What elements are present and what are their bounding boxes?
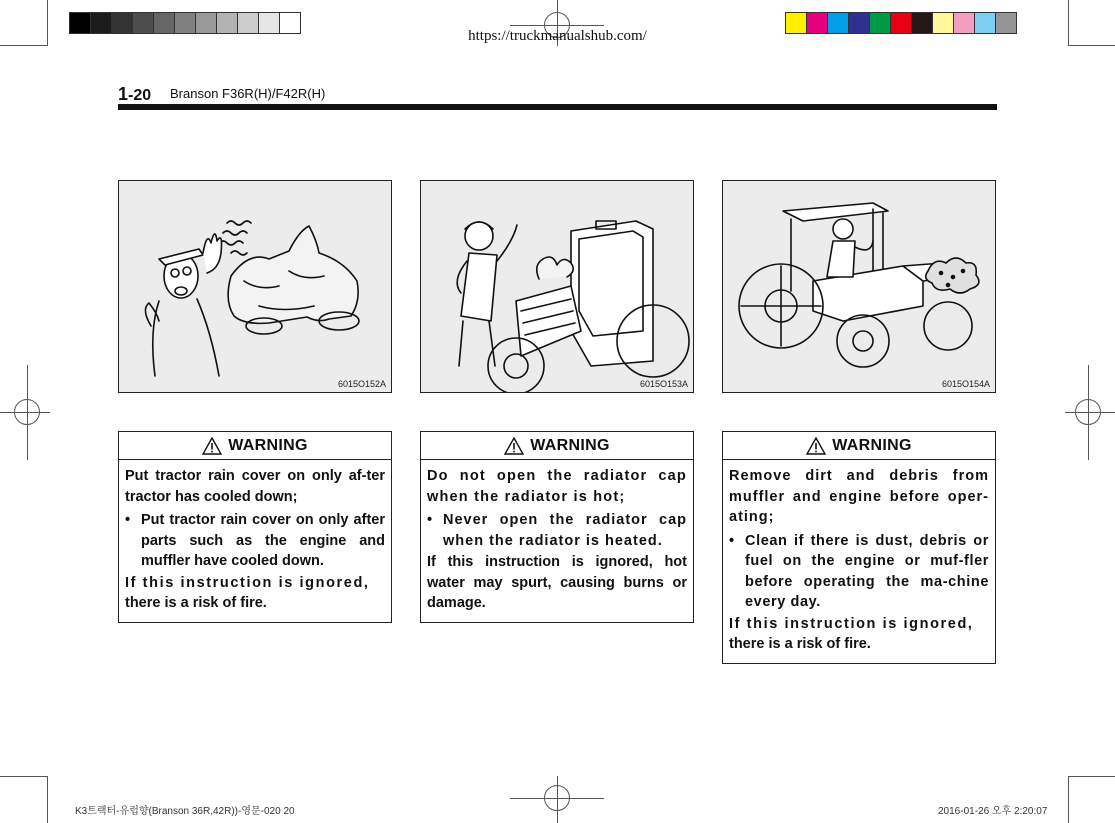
warning-header <box>119 432 391 460</box>
figure-code: 6015O152A <box>337 379 386 389</box>
crop-mark <box>1068 45 1115 46</box>
warning-outro: If this instruction is ignored, <box>125 574 370 591</box>
figure-code: 6015O154A <box>941 379 990 389</box>
registration-line <box>557 776 558 823</box>
bullet-dot: • <box>125 512 131 528</box>
warning-box-muffler <box>722 431 996 664</box>
warning-bullet: • Never open the radiator cap when the radiator is heated. <box>427 510 687 551</box>
warning-outro-rest: If this instruction is ignored, hot water may spurt, causing burns or damage. <box>427 554 687 611</box>
registration-line <box>1065 412 1115 413</box>
warning-title: WARNING <box>530 436 610 454</box>
document-title: Branson F36R(H)/F42R(H) <box>170 86 326 101</box>
warning-outro-rest: there is a risk of fire. <box>729 636 871 652</box>
crop-mark <box>0 45 48 46</box>
figure-rain-cover <box>118 180 392 393</box>
crop-mark <box>1068 776 1115 777</box>
warning-header <box>421 432 693 460</box>
warning-title: WARNING <box>832 436 912 454</box>
bullet-dot: • <box>427 512 433 528</box>
figure-radiator <box>420 180 694 393</box>
warning-title: WARNING <box>228 436 308 454</box>
muffler-illustration <box>723 181 996 393</box>
warning-intro: Put tractor rain cover on only af-ter tractor has cooled down; <box>125 468 385 505</box>
warning-box-radiator <box>420 431 694 623</box>
warning-bullet: • Put tractor rain cover on only after parts such as the engine and muffler have cooled down. <box>125 510 385 572</box>
registration-line <box>1088 365 1089 460</box>
figure-muffler <box>722 180 996 393</box>
print-slug: K3트랙터-유럽향(Branson 36R,42R))-영문-020 20 <box>75 806 295 817</box>
warning-intro: Remove dirt and debris from muffler and engine before oper-ating; <box>729 468 989 525</box>
print-timestamp: 2016-01-26 오후 2:20:07 <box>938 806 1048 817</box>
crop-mark <box>0 776 48 777</box>
bullet-dot: • <box>729 532 735 549</box>
crop-mark <box>47 776 48 823</box>
warning-triangle-icon <box>504 437 524 455</box>
warning-intro: Do not open the radiator cap when the radiator is hot; <box>427 468 687 505</box>
warning-header <box>723 432 995 460</box>
page-number: 1-20 <box>118 84 152 104</box>
warning-bullet: • Clean if there is dust, debris or fuel on the engine or muf-fler before operating the ma-chine every day. <box>729 531 989 613</box>
header-rule <box>118 104 997 110</box>
source-url: https://truckmanualshub.com/ <box>468 28 647 44</box>
registration-line <box>0 412 50 413</box>
rain-cover-illustration <box>119 181 392 393</box>
warning-outro: If this instruction is ignored, <box>729 615 974 632</box>
registration-line <box>27 365 28 460</box>
warning-triangle-icon <box>202 437 222 455</box>
warning-box-rain-cover <box>118 431 392 623</box>
warning-triangle-icon <box>806 437 826 455</box>
radiator-illustration <box>421 181 694 393</box>
warning-outro-rest: there is a risk of fire. <box>125 595 267 611</box>
figure-code: 6015O153A <box>639 379 688 389</box>
crop-mark <box>1068 776 1069 823</box>
